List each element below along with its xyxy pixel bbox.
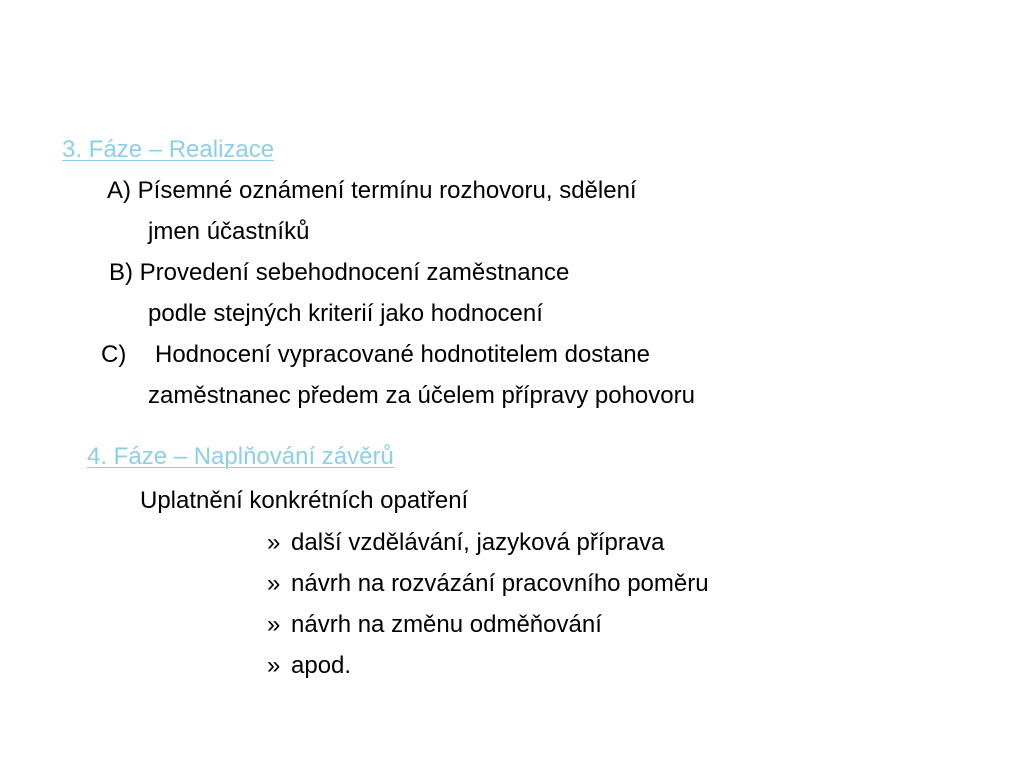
phase4-heading-link[interactable]: 4. Fáze – Naplňování závěrů <box>87 443 394 470</box>
phase3-item-b-line2: podle stejných kriterií jako hodnocení <box>148 300 543 327</box>
list-item <box>267 651 351 681</box>
list-item <box>267 569 709 599</box>
bullet-marker: » <box>267 611 281 638</box>
phase3-item-c-line2: zaměstnanec předem za účelem přípravy pohovoru <box>148 382 695 409</box>
phase3-item-c-marker: C) <box>101 341 127 368</box>
list-item <box>267 528 665 558</box>
list-item <box>267 610 602 640</box>
bullet-marker: » <box>267 652 281 679</box>
bullet-marker: » <box>267 570 281 597</box>
phase3-heading-link[interactable]: 3. Fáze – Realizace <box>62 136 275 163</box>
bullet-text: návrh na rozvázání pracovního poměru <box>291 570 709 597</box>
phase4-subheading: Uplatnění konkrétních opatření <box>140 487 469 514</box>
bullet-text: apod. <box>291 652 352 679</box>
bullet-text: další vzdělávání, jazyková příprava <box>291 529 665 556</box>
phase3-item-c-line1: Hodnocení vypracované hodnotitelem dostane <box>155 341 650 368</box>
phase3-item-b-line1: B) Provedení sebehodnocení zaměstnance <box>109 259 570 286</box>
phase3-item-a-line2: jmen účastníků <box>148 218 310 245</box>
bullet-marker: » <box>267 529 281 556</box>
bullet-text: návrh na změnu odměňování <box>291 611 602 638</box>
phase3-item-a-line1: A) Písemné oznámení termínu rozhovoru, sdělení <box>107 177 637 204</box>
